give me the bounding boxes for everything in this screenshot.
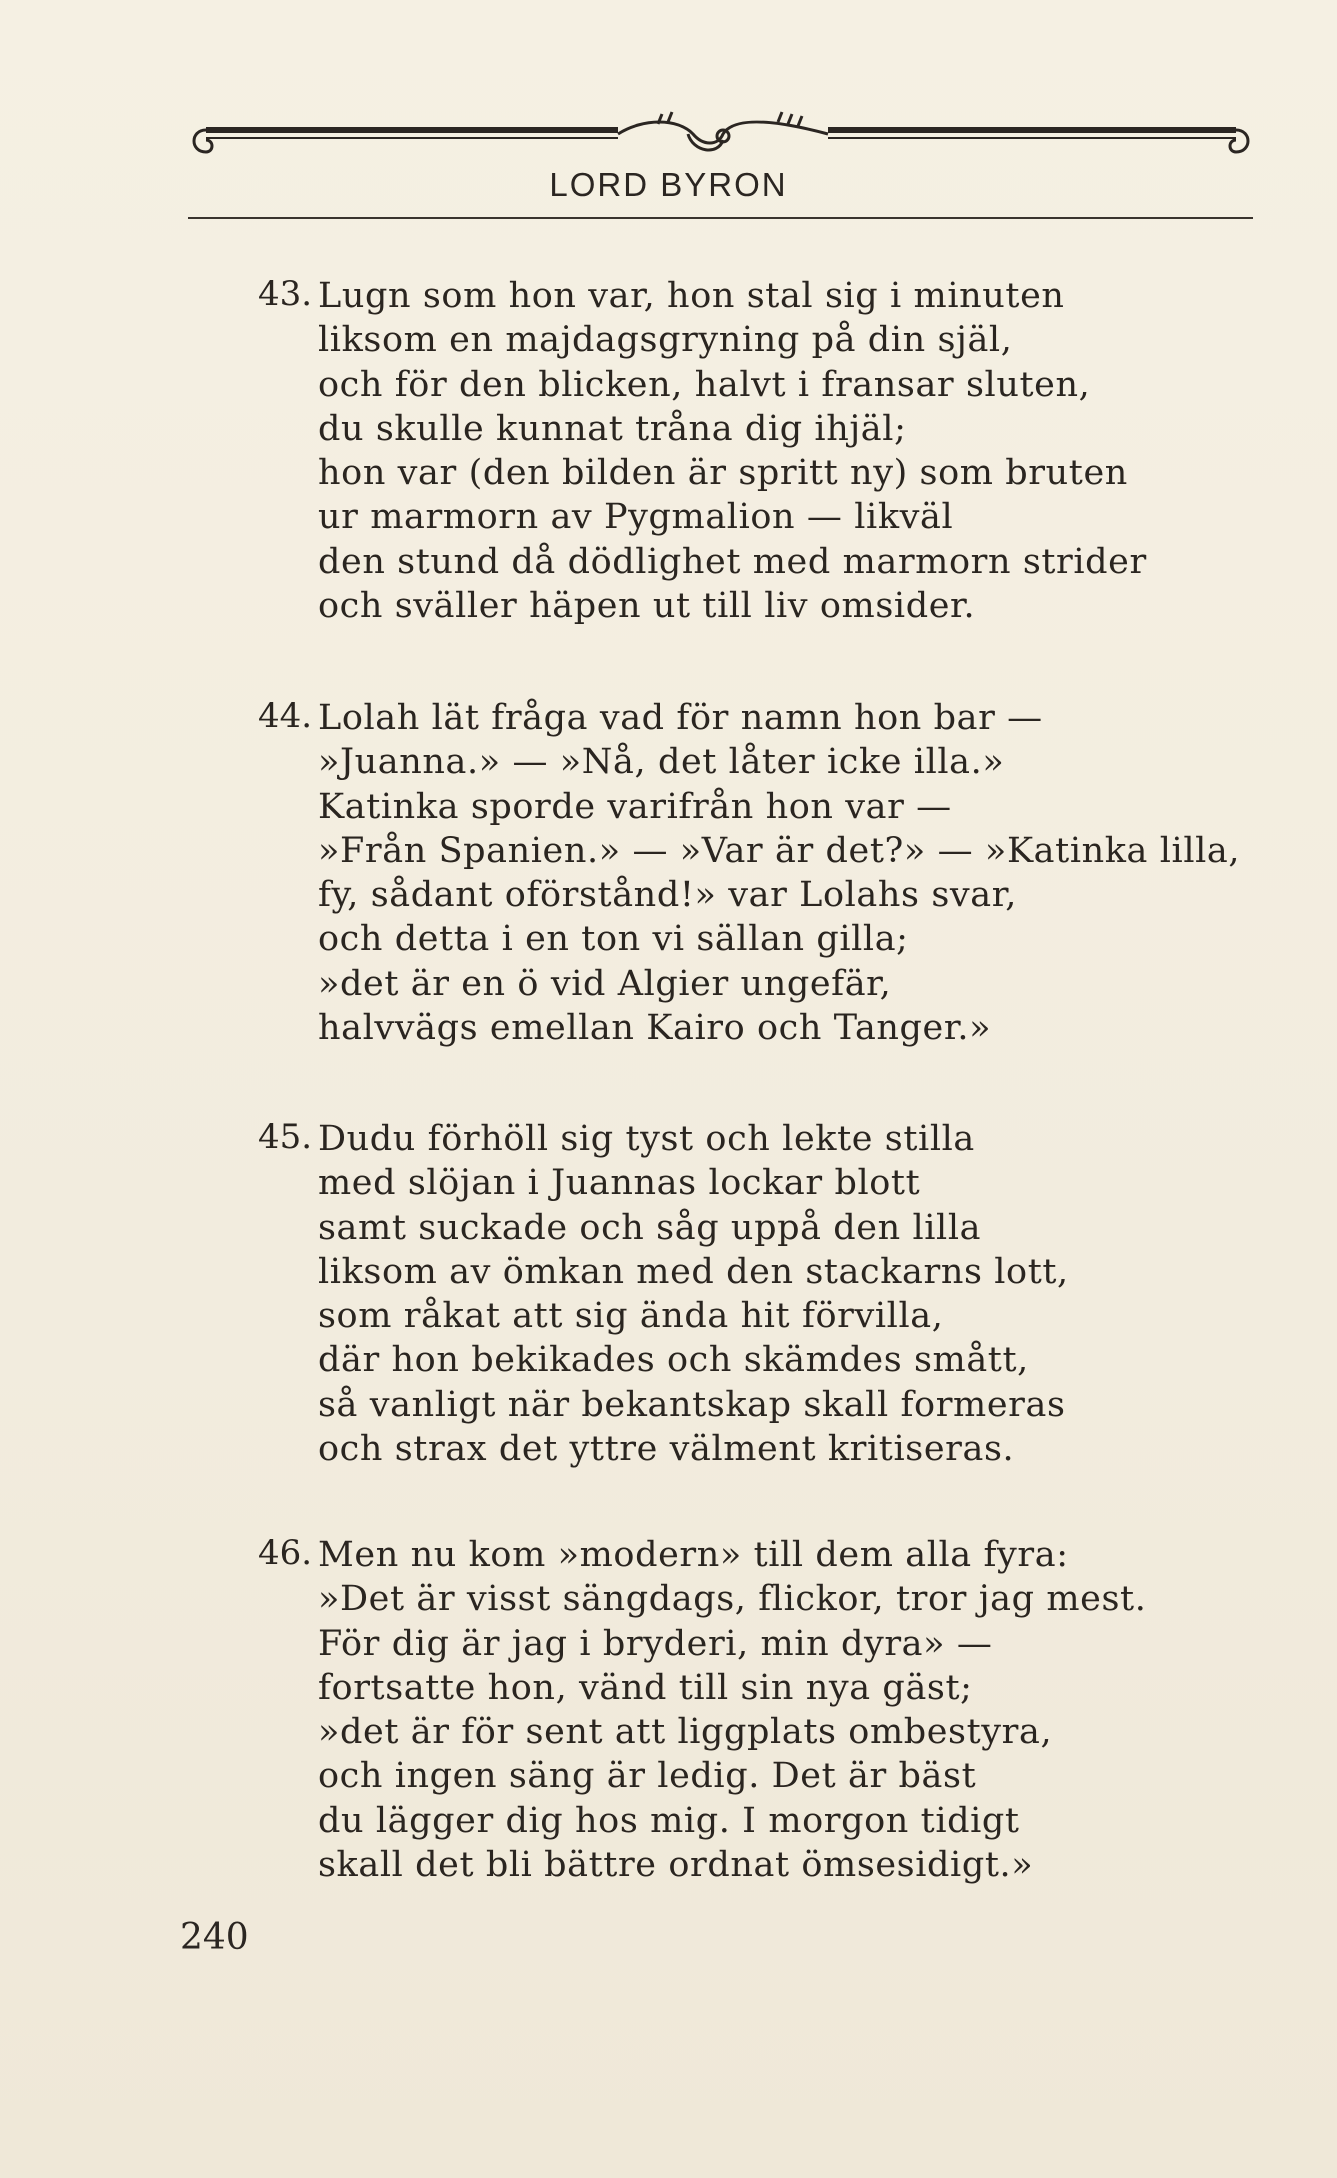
verse-line: liksom av ömkan med den stackarns lott, bbox=[318, 1251, 1069, 1292]
verse-line: Lugn som hon var, hon stal sig i minuten bbox=[318, 276, 1065, 316]
verse-line: där hon bekikades och skämdes smått, bbox=[318, 1340, 1029, 1381]
verse-line: »det är för sent att liggplats ombestyra, bbox=[318, 1712, 1053, 1753]
page-number: 240 bbox=[180, 1917, 249, 1958]
verse-line: Lolah lät fråga vad för namn hon bar — bbox=[318, 698, 1043, 738]
verse-line: med slöjan i Juannas lockar blott bbox=[318, 1163, 921, 1204]
verse-line: »Juanna.» — »Nå, det låter icke illa.» bbox=[318, 742, 1005, 783]
verse-line: samt suckade och såg uppå den lilla bbox=[318, 1207, 982, 1248]
verse-line: du skulle kunnat tråna dig ihjäl; bbox=[318, 408, 907, 449]
verse-line: fortsatte hon, vänd till sin nya gäst; bbox=[318, 1667, 973, 1708]
verse-line: »det är en ö vid Algier ungefär, bbox=[318, 963, 892, 1004]
verse-line: och sväller häpen ut till liv omsider. bbox=[318, 586, 976, 627]
stanza-44 bbox=[258, 696, 1240, 1050]
verse-line: fy, sådant oförstånd!» var Lolahs svar, bbox=[318, 875, 1017, 916]
stanza-number: 44. bbox=[258, 696, 313, 736]
stanza-45 bbox=[258, 1117, 1069, 1471]
verse-line: och detta i en ton vi sällan gilla; bbox=[318, 919, 909, 960]
verse-line: och ingen säng är ledig. Det är bäst bbox=[318, 1756, 977, 1797]
running-head-title: LORD BYRON bbox=[549, 166, 788, 203]
verse-line: För dig är jag i bryderi, min dyra» — bbox=[318, 1623, 993, 1664]
stanza-number: 46. bbox=[258, 1533, 313, 1573]
verse-line: och för den blicken, halvt i fransar sluten, bbox=[318, 364, 1091, 405]
verse-line: halvvägs emellan Kairo och Tanger.» bbox=[318, 1008, 992, 1049]
stanza-46 bbox=[258, 1533, 1146, 1887]
verse-line: som råkat att sig ända hit förvilla, bbox=[318, 1296, 944, 1337]
verse-line: »Det är visst sängdags, flickor, tror jag mest. bbox=[318, 1579, 1147, 1620]
verse-line: »Från Spanien.» — »Var är det?» — »Katinka lilla, bbox=[318, 830, 1241, 871]
verse-line: hon var (den bilden är spritt ny) som bruten bbox=[318, 453, 1128, 494]
verse-line: så vanligt när bekantskap skall formeras bbox=[318, 1384, 1066, 1425]
verse-line: Men nu kom »modern» till dem alla fyra: bbox=[318, 1535, 1069, 1575]
stanza-number: 45. bbox=[258, 1117, 313, 1157]
verse-line: liksom en majdagsgryning på din själ, bbox=[318, 320, 1013, 361]
header-ornament bbox=[188, 100, 1253, 170]
stanza-number: 43. bbox=[258, 274, 313, 314]
verse-line: ur marmorn av Pygmalion — likväl bbox=[318, 497, 954, 538]
verse-line: den stund då dödlighet med marmorn strider bbox=[318, 541, 1147, 582]
stanza-43 bbox=[258, 274, 1147, 628]
verse-line: Katinka sporde varifrån hon var — bbox=[318, 786, 952, 827]
verse-line: Dudu förhöll sig tyst och lekte stilla bbox=[318, 1119, 975, 1159]
verse-line: och strax det yttre välment kritiseras. bbox=[318, 1429, 1015, 1470]
header-rule bbox=[188, 217, 1253, 219]
verse-line: skall det bli bättre ordnat ömsesidigt.» bbox=[318, 1845, 1034, 1886]
verse-line: du lägger dig hos mig. I morgon tidigt bbox=[318, 1800, 1020, 1841]
